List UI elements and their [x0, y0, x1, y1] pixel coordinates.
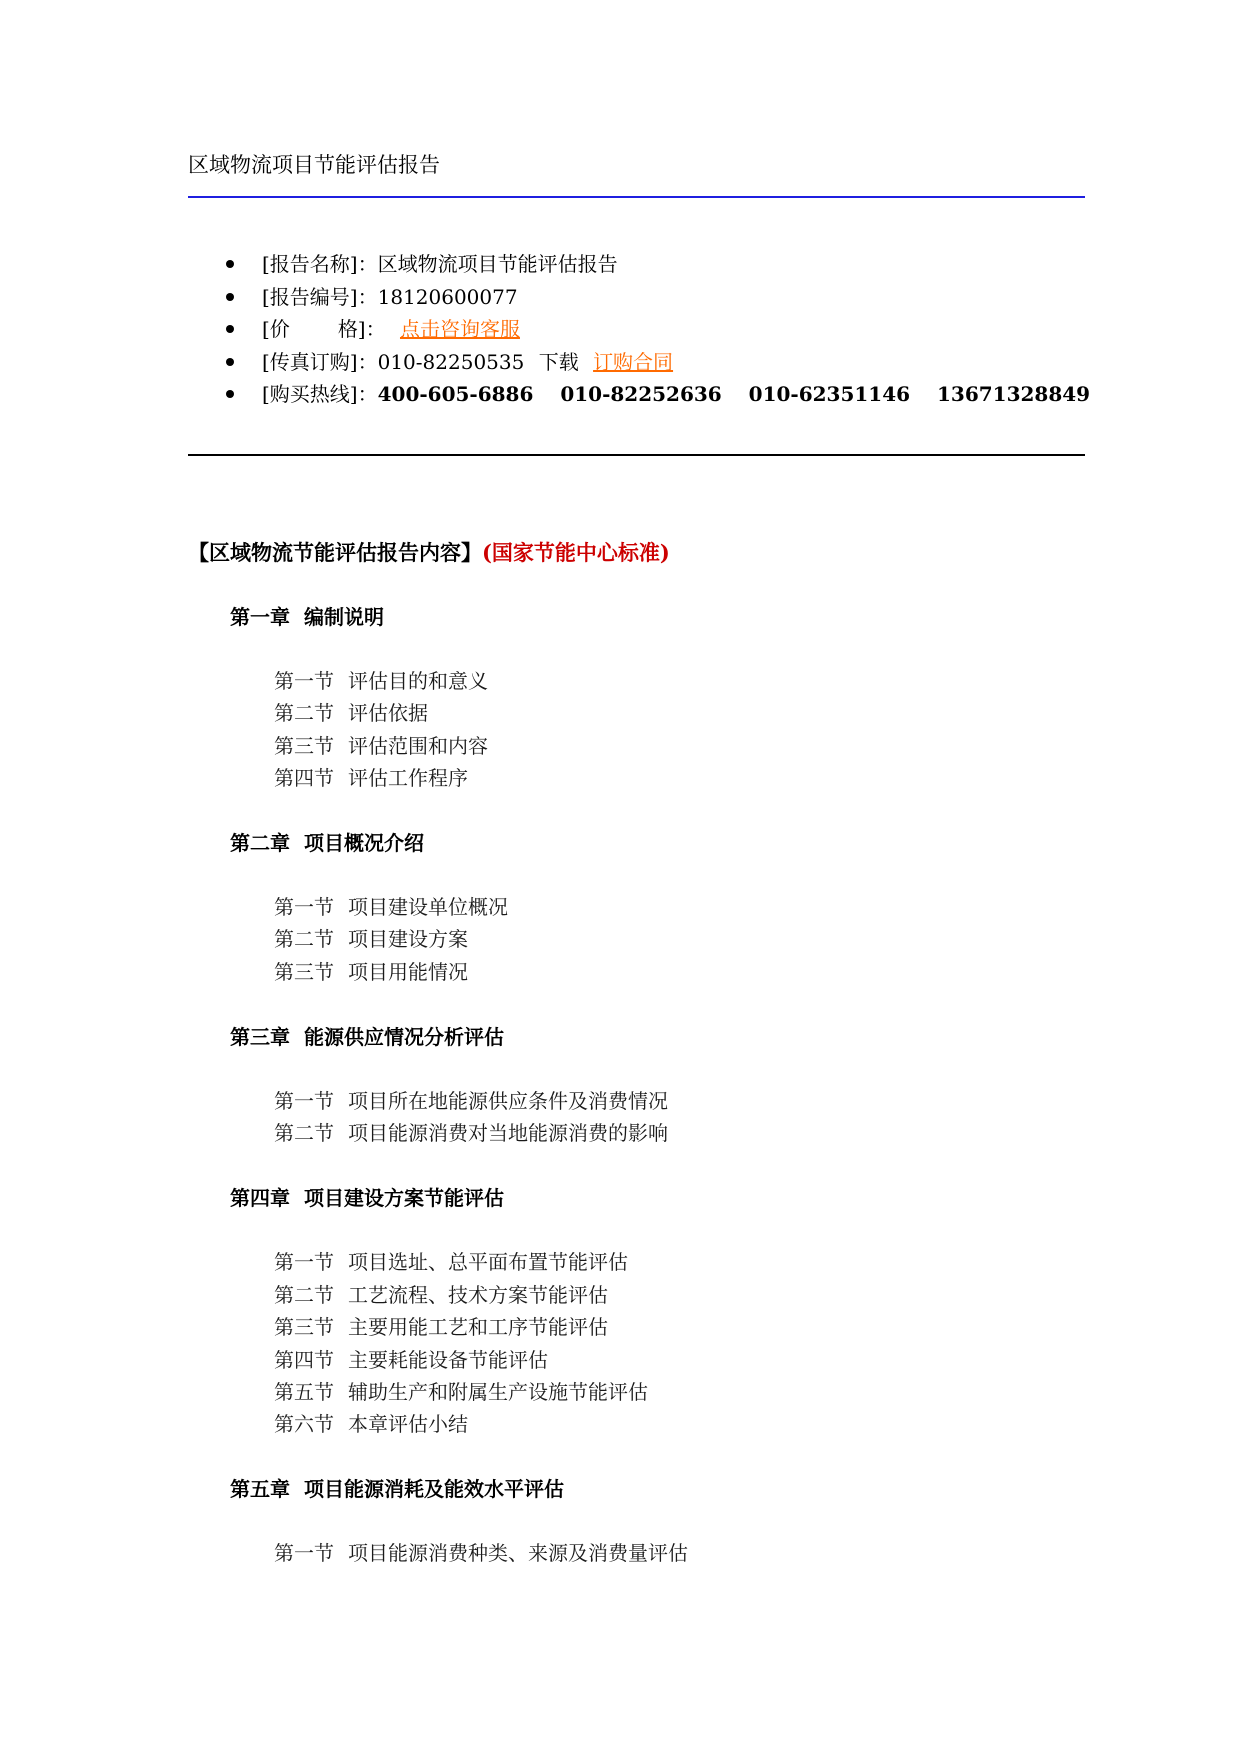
- section-item: [274, 892, 508, 922]
- chapter-heading: [230, 602, 384, 632]
- chapter-heading: [230, 1183, 504, 1213]
- bullet-icon: [226, 260, 234, 268]
- section-title: 项目所在地能源供应条件及消费情况: [348, 1089, 668, 1113]
- chapter-number: 第四章: [230, 1186, 290, 1210]
- chapter-title: 项目概况介绍: [304, 831, 424, 855]
- section-title: 项目能源消费对当地能源消费的影响: [348, 1121, 668, 1145]
- section-number: 第四节: [274, 766, 334, 790]
- section-number: 第三节: [274, 734, 334, 758]
- price-label-start: [价: [262, 317, 290, 341]
- section-title: 主要用能工艺和工序节能评估: [348, 1315, 608, 1339]
- section-number: 第一节: [274, 895, 334, 919]
- section-number: 第四节: [274, 1348, 334, 1372]
- info-item-fax-order: [226, 346, 1090, 379]
- report-number-value: 18120600077: [377, 284, 518, 309]
- section-item: [274, 1538, 688, 1568]
- section-item: [274, 1312, 608, 1342]
- chapter-heading: [230, 828, 424, 858]
- chapter-heading: [230, 1474, 564, 1504]
- report-info-list: [226, 248, 1090, 411]
- bullet-icon: [226, 390, 234, 398]
- consult-service-link[interactable]: 点击咨询客服: [399, 317, 520, 341]
- hotline-numbers: 400-605-6886 010-82252636 010-62351146 13671328849: [377, 382, 1091, 406]
- hotline-label: [购买热线]：: [262, 382, 378, 406]
- section-item: [274, 666, 488, 696]
- section-number: 第三节: [274, 960, 334, 984]
- section-title: 项目建设单位概况: [348, 895, 508, 919]
- info-item-report-number: [226, 281, 1090, 314]
- section-number: 第三节: [274, 1315, 334, 1339]
- section-title: 工艺流程、技术方案节能评估: [348, 1283, 608, 1307]
- bottom-divider: [188, 454, 1085, 456]
- download-label: 下载: [538, 349, 579, 374]
- bullet-icon: [226, 358, 234, 366]
- section-number: 第二节: [274, 701, 334, 725]
- info-item-price: [226, 313, 1090, 346]
- toc-heading: [188, 538, 670, 568]
- chapter-title: 项目建设方案节能评估: [304, 1186, 504, 1210]
- section-title: 项目用能情况: [348, 960, 468, 984]
- section-title: 项目选址、总平面布置节能评估: [348, 1250, 628, 1274]
- section-item: [274, 1280, 608, 1310]
- section-number: 第一节: [274, 1250, 334, 1274]
- section-title: 评估依据: [348, 701, 428, 725]
- section-title: 项目能源消费种类、来源及消费量评估: [348, 1541, 688, 1565]
- section-item: [274, 1377, 648, 1407]
- section-item: [274, 924, 468, 954]
- section-title: 评估工作程序: [348, 766, 468, 790]
- info-item-hotline: [226, 378, 1090, 411]
- section-item: [274, 1409, 468, 1439]
- section-number: 第二节: [274, 1283, 334, 1307]
- section-item: [274, 1345, 548, 1375]
- toc-standard: (国家节能中心标准): [482, 540, 670, 565]
- section-number: 第五节: [274, 1380, 334, 1404]
- fax-number: 010-82250535: [377, 349, 525, 374]
- document-title: 区域物流项目节能评估报告: [188, 153, 440, 177]
- section-title: 本章评估小结: [348, 1412, 468, 1436]
- section-number: 第一节: [274, 1089, 334, 1113]
- toc-heading-title: 【区域物流节能评估报告内容】: [188, 540, 482, 565]
- section-number: 第一节: [274, 669, 334, 693]
- report-number-label: [报告编号]：: [262, 284, 378, 309]
- section-title: 辅助生产和附属生产设施节能评估: [348, 1380, 648, 1404]
- chapter-title: 项目能源消耗及能效水平评估: [304, 1477, 564, 1501]
- section-title: 项目建设方案: [348, 927, 468, 951]
- bullet-icon: [226, 293, 234, 301]
- chapter-title: 编制说明: [304, 605, 384, 629]
- section-number: 第六节: [274, 1412, 334, 1436]
- chapter-number: 第五章: [230, 1477, 290, 1501]
- chapter-title: 能源供应情况分析评估: [304, 1025, 504, 1049]
- section-number: 第一节: [274, 1541, 334, 1565]
- info-item-report-name: [226, 248, 1090, 281]
- section-item: [274, 1118, 668, 1148]
- section-item: [274, 731, 488, 761]
- bullet-icon: [226, 325, 234, 333]
- section-title: 评估目的和意义: [348, 669, 488, 693]
- chapter-number: 第一章: [230, 605, 290, 629]
- section-number: 第二节: [274, 927, 334, 951]
- section-number: 第二节: [274, 1121, 334, 1145]
- price-label-end: 格]：: [337, 317, 386, 341]
- section-item: [274, 763, 468, 793]
- chapter-number: 第三章: [230, 1025, 290, 1049]
- section-item: [274, 1247, 628, 1277]
- report-name-label: [报告名称]：: [262, 252, 378, 276]
- section-item: [274, 698, 428, 728]
- top-divider: [188, 196, 1085, 198]
- chapter-number: 第二章: [230, 831, 290, 855]
- order-contract-link[interactable]: 订购合同: [593, 349, 674, 374]
- section-item: [274, 1086, 668, 1116]
- report-name-value: 区域物流项目节能评估报告: [377, 252, 618, 276]
- section-title: 主要耗能设备节能评估: [348, 1348, 548, 1372]
- chapter-heading: [230, 1022, 504, 1052]
- fax-label: [传真订购]：: [262, 349, 378, 374]
- section-item: [274, 957, 468, 987]
- section-title: 评估范围和内容: [348, 734, 488, 758]
